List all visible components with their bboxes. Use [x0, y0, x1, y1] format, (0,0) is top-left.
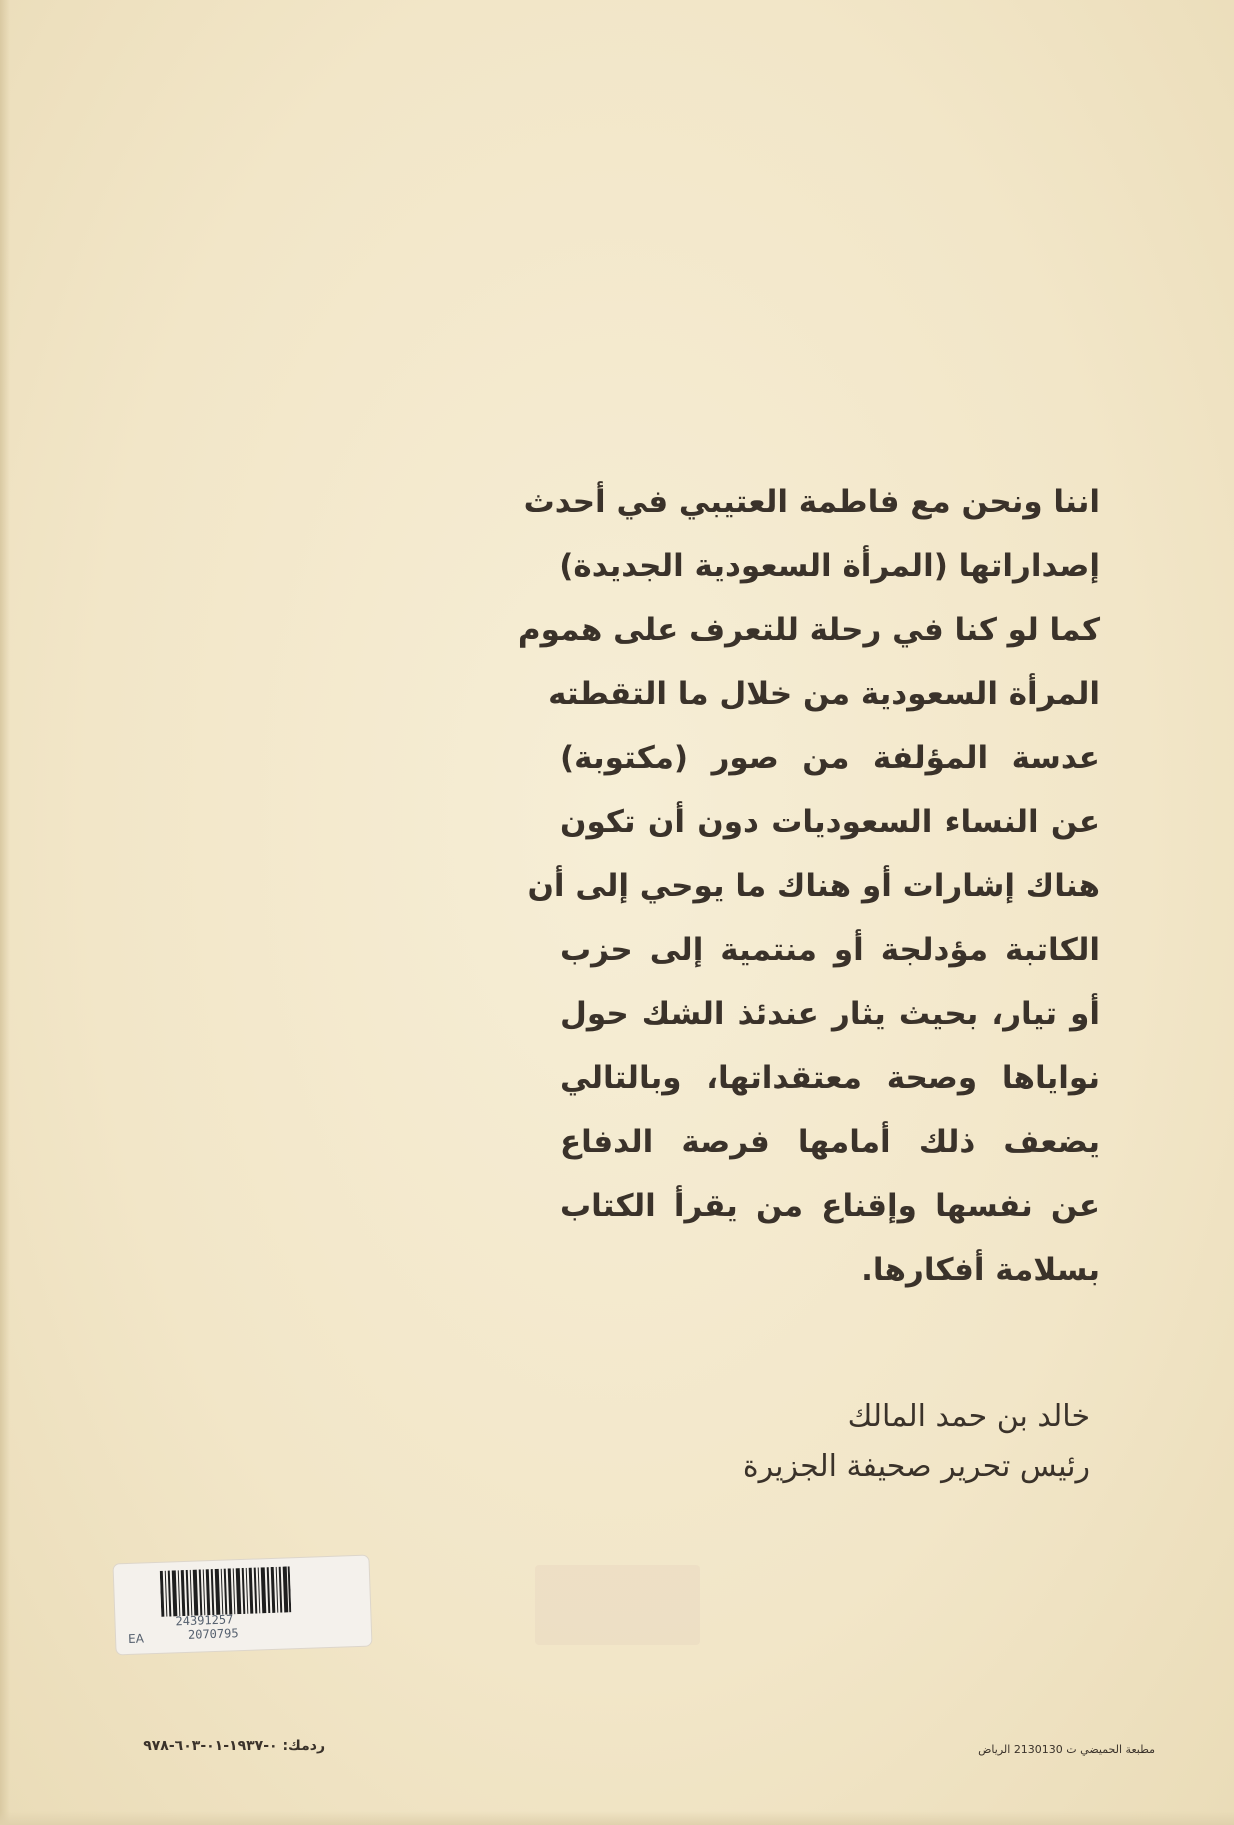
blurb-line: كما لو كنا في رحلة للتعرف على هموم [517, 612, 1100, 648]
blurb-line: المرأة السعودية من خلال ما التقطته [548, 676, 1100, 712]
barcode-sticker [114, 1556, 372, 1655]
blurb-line: نواياها وصحة معتقداتها، وبالتالي [560, 1060, 1100, 1096]
cover-left-edge [0, 0, 10, 1825]
blurb-line: يضعف ذلك أمامها فرصة الدفاع [560, 1124, 1100, 1160]
barcode-icon [160, 1566, 292, 1617]
faded-stamp [535, 1565, 700, 1645]
blurb-line: الكاتبة مؤدلجة أو منتمية إلى حزب [560, 932, 1100, 968]
printer-info: مطبعة الحميضي ت 2130130 الرياض [978, 1743, 1155, 1756]
blurb-line: اننا ونحن مع فاطمة العتيبي في أحدث [523, 484, 1100, 520]
cover-bottom-edge [0, 1811, 1234, 1825]
signature-role: رئيس تحرير صحيفة الجزيرة [742, 1449, 1090, 1484]
barcode-number-secondary: 2070795 [187, 1626, 239, 1642]
isbn: ردمك: ٠-١٩٣٧-٠١-٦٠٣-٩٧٨ [143, 1738, 325, 1754]
blurb-line: عن النساء السعوديات دون أن تكون [560, 804, 1100, 840]
blurb-line: هناك إشارات أو هناك ما يوحي إلى أن [527, 868, 1100, 904]
barcode-code: EA [127, 1631, 145, 1647]
blurb-line: أو تيار، بحيث يثار عندئذ الشك حول [560, 996, 1100, 1032]
blurb-line: عن نفسها وإقناع من يقرأ الكتاب [560, 1188, 1100, 1224]
barcode-number: 24391257 [175, 1612, 234, 1629]
signature [640, 1392, 1090, 1492]
blurb-line: إصداراتها (المرأة السعودية الجديدة) [559, 548, 1100, 584]
blurb-text [517, 470, 1100, 1302]
blurb-line: عدسة المؤلفة من صور (مكتوبة) [560, 740, 1100, 776]
signature-name: خالد بن حمد المالك [847, 1399, 1090, 1434]
blurb-line: بسلامة أفكارها. [861, 1252, 1100, 1288]
